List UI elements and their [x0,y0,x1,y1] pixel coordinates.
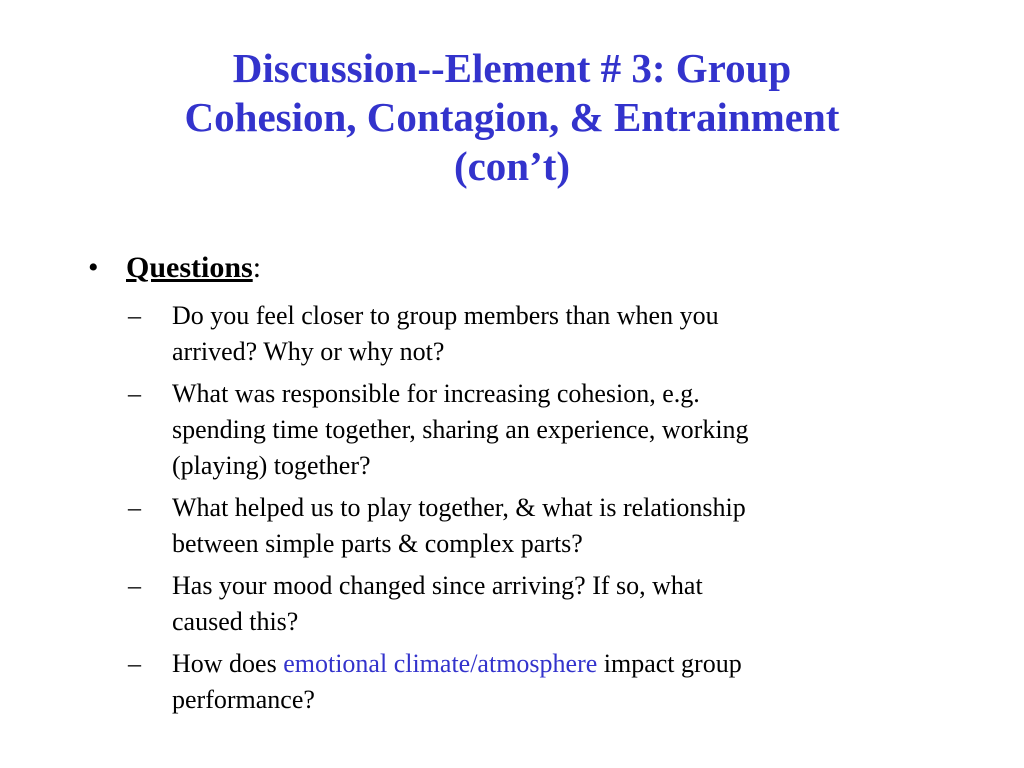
question-text-after: impact group [597,649,742,678]
question-text-before: How does [172,649,284,678]
question-line: Do you feel closer to group members than when you [172,301,719,330]
slide-body [0,244,1024,718]
dash-icon: – [128,379,141,408]
title-line: (con’t) [453,143,571,190]
question-item [0,568,1024,640]
dash-icon: – [128,493,141,522]
question-item [0,298,1024,370]
dash-icon: – [128,649,141,678]
question-list [0,298,1024,718]
question-line: What was responsible for increasing cohesion, e.g. [172,379,700,408]
title-line: Cohesion, Contagion, & Entrainment [184,94,840,141]
slide-title [60,44,964,192]
question-line: (playing) together? [172,451,371,480]
bullet-icon: • [88,251,99,284]
question-line [172,646,952,682]
dash-icon: – [128,301,141,330]
question-item [0,376,1024,484]
question-line: What helped us to play together, & what is relationship [172,493,746,522]
bullet-heading: Questions [126,251,253,284]
question-text [172,568,952,640]
question-item [0,646,1024,718]
dash-icon: – [128,571,141,600]
title-line: Discussion--Element # 3: Group [232,45,792,91]
question-item [0,490,1024,562]
bullet-label [126,244,261,292]
question-line: between simple parts & complex parts? [172,529,583,558]
question-text [172,376,952,484]
question-line: performance? [172,685,315,714]
highlighted-term: emotional climate/atmosphere [283,649,598,678]
bullet-item [0,244,1024,292]
question-text [172,490,952,562]
question-text [172,298,952,370]
question-line: caused this? [172,607,299,636]
question-line: arrived? Why or why not? [172,337,445,366]
question-text [172,646,952,718]
bullet-suffix: : [252,251,262,284]
question-line: Has your mood changed since arriving? If so, what [172,571,703,600]
question-line: spending time together, sharing an experience, working [172,415,749,444]
